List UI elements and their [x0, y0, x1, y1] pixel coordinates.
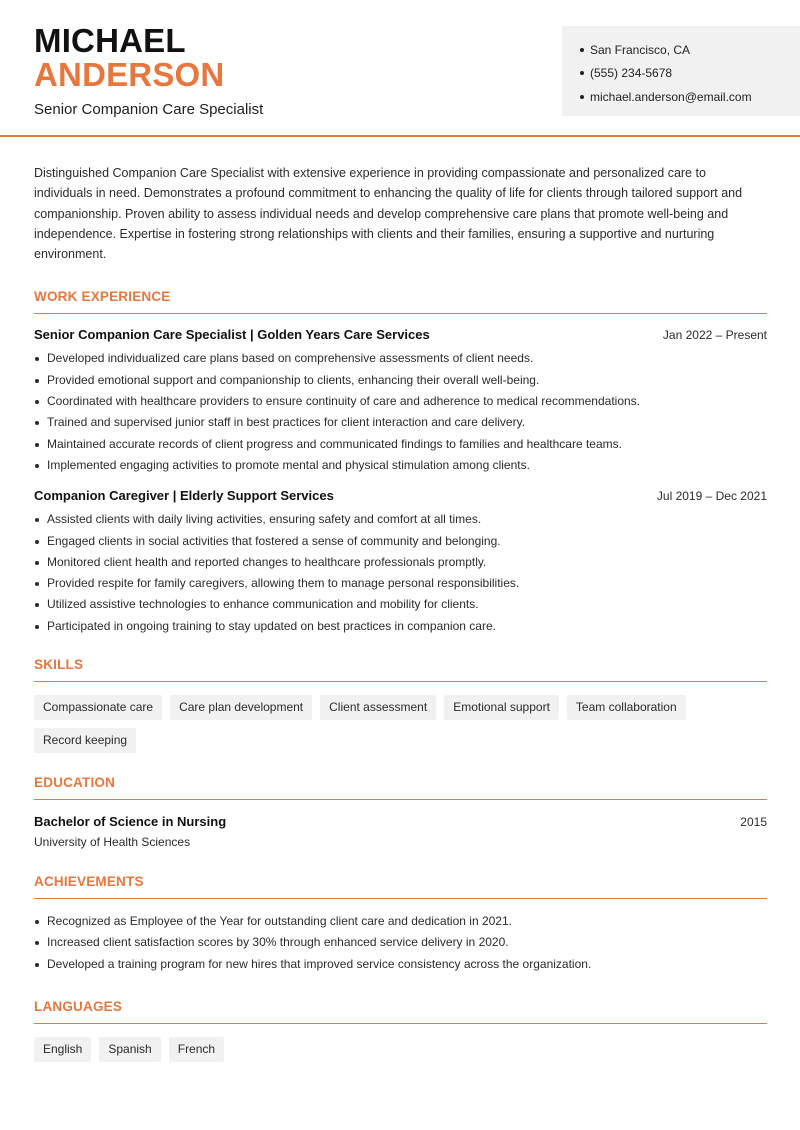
contact-box: [562, 26, 800, 116]
job-dates: Jan 2022 – Present: [662, 328, 767, 343]
job-bullets: [34, 348, 767, 476]
job-role: Senior Companion Care Specialist | Golden Years Care Services: [34, 327, 430, 343]
section-title-achievements: ACHIEVEMENTS: [34, 874, 767, 899]
job-bullet: Coordinated with healthcare providers to ensure continuity of care and adherence to medical recommendations.: [34, 391, 767, 412]
education-year: 2015: [740, 815, 767, 830]
contact-location-text: San Francisco, CA: [590, 42, 691, 57]
contact-phone-text: (555) 234-5678: [590, 66, 673, 81]
job-bullet: Monitored client health and reported changes to healthcare professionals promptly.: [34, 552, 767, 573]
skill-tag: Client assessment: [320, 695, 436, 720]
section-title-education: EDUCATION: [34, 775, 767, 800]
job-bullet: Implemented engaging activities to promote mental and physical stimulation among clients.: [34, 455, 767, 476]
summary: Distinguished Companion Care Specialist with extensive experience in providing compassionate and personalized care to individuals in need. Demonstrates a profound commitment to enhancing the quality of life for clients through tailored support and companionship. Proven ability to assess individual needs and develop comprehensive care plans that promote well-being and independence. Expertise in fostering strong relationships with clients and their families, ensuring a supportive and nurturing environment.: [34, 166, 743, 262]
bullet-icon: [580, 71, 584, 75]
skill-tag: Record keeping: [34, 728, 136, 753]
job-bullets: [34, 509, 767, 637]
job-bullet: Maintained accurate records of client progress and communicated findings to families and healthcare teams.: [34, 434, 767, 455]
contact-email: [580, 85, 800, 109]
achievement-item: Increased client satisfaction scores by 30% through enhanced service delivery in 2020.: [34, 932, 767, 953]
language-tag: English: [34, 1037, 91, 1062]
contact-location: [580, 38, 800, 62]
job-head: [34, 488, 767, 503]
section-title-languages: LANGUAGES: [34, 999, 767, 1024]
achievement-item: Developed a training program for new hires that improved service consistency across the organization.: [34, 954, 767, 975]
resume-header: [0, 0, 800, 137]
skill-tag: Emotional support: [444, 695, 559, 720]
skill-tag: Compassionate care: [34, 695, 162, 720]
job-role: Companion Caregiver | Elderly Support Services: [34, 488, 334, 504]
job-bullet: Utilized assistive technologies to enhance communication and mobility for clients.: [34, 594, 767, 615]
job-bullet: Participated in ongoing training to stay updated on best practices in companion care.: [34, 616, 767, 637]
contact-phone: [580, 62, 800, 86]
skills-list: [34, 695, 767, 753]
skill-tag: Team collaboration: [567, 695, 686, 720]
job-bullet: Provided respite for family caregivers, allowing them to manage personal responsibilities.: [34, 573, 767, 594]
job-bullet: Engaged clients in social activities that fostered a sense of community and belonging.: [34, 531, 767, 552]
job-dates: Jul 2019 – Dec 2021: [656, 489, 767, 504]
job-title: Senior Companion Care Specialist: [34, 101, 264, 118]
job-entry: [34, 327, 767, 476]
language-tag: Spanish: [99, 1037, 160, 1062]
contact-email-text: michael.anderson@email.com: [590, 89, 752, 104]
job-head: [34, 327, 767, 342]
resume-body: [34, 163, 767, 1062]
last-name: ANDERSON: [34, 56, 225, 93]
education-head: [34, 814, 767, 829]
education-entry: [34, 814, 767, 849]
job-bullet: Assisted clients with daily living activities, ensuring safety and comfort at all times.: [34, 509, 767, 530]
skill-tag: Care plan development: [170, 695, 312, 720]
job-entry: [34, 488, 767, 637]
bullet-icon: [580, 48, 584, 52]
bullet-icon: [580, 95, 584, 99]
education-school: University of Health Sciences: [34, 835, 191, 850]
job-bullet: Developed individualized care plans based on comprehensive assessments of client needs.: [34, 348, 767, 369]
language-tag: French: [169, 1037, 224, 1062]
section-title-skills: SKILLS: [34, 657, 767, 682]
first-name: MICHAEL: [34, 22, 186, 59]
name-block: [34, 24, 263, 118]
achievement-item: Recognized as Employee of the Year for outstanding client care and dedication in 2021.: [34, 911, 767, 932]
job-bullet: Provided emotional support and companionship to clients, enhancing their overall well-being.: [34, 370, 767, 391]
job-bullet: Trained and supervised junior staff in best practices for client interaction and care delivery.: [34, 412, 767, 433]
section-title-work: WORK EXPERIENCE: [34, 289, 767, 314]
languages-list: [34, 1037, 767, 1062]
achievements-list: [34, 911, 767, 975]
education-degree: Bachelor of Science in Nursing: [34, 814, 227, 830]
